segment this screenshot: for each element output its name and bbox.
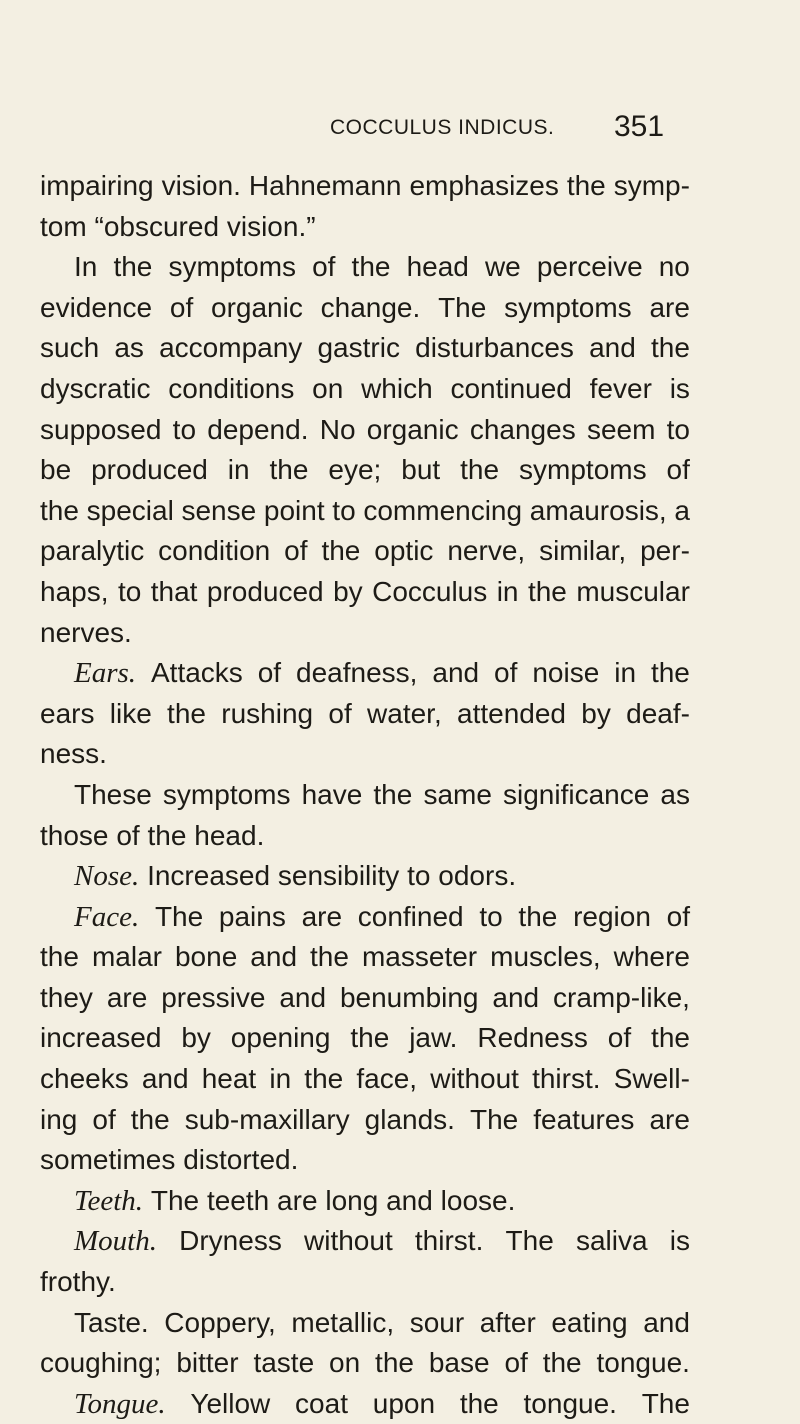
word: nerve,	[447, 535, 526, 567]
word: of	[116, 819, 140, 851]
word: the	[518, 900, 558, 932]
body-text	[40, 166, 690, 1424]
word: symptoms	[168, 251, 297, 283]
text-line	[40, 694, 690, 735]
word: paralytic	[40, 535, 145, 567]
word: heat	[201, 1063, 257, 1095]
word: without	[430, 1063, 519, 1095]
word: the	[542, 1347, 582, 1379]
word: tom	[40, 210, 87, 242]
word: produced	[206, 575, 324, 607]
word: coat	[295, 1387, 348, 1419]
word: symptoms	[162, 778, 291, 810]
word: nerves.	[40, 616, 132, 648]
word: condition	[158, 535, 271, 567]
word: accompany	[159, 332, 303, 364]
word: thirst.	[414, 1225, 484, 1257]
text-line	[40, 1221, 690, 1262]
text-line	[40, 450, 690, 491]
text-line	[40, 897, 690, 938]
italic-heading: Nose.	[74, 860, 140, 893]
word: Dryness	[179, 1225, 282, 1257]
page-number: 351	[614, 110, 665, 143]
word: the	[321, 535, 361, 567]
word: amaurosis,	[529, 494, 667, 526]
word: sub-maxillary	[184, 1103, 350, 1135]
word: Swell-	[613, 1063, 690, 1095]
word: thirst.	[532, 1063, 601, 1095]
word: and	[589, 332, 636, 364]
word: of	[607, 1022, 632, 1054]
word: fever	[589, 372, 652, 404]
word: significance	[503, 778, 650, 810]
word: the	[566, 170, 606, 201]
text-line	[40, 166, 690, 207]
word: the	[269, 454, 309, 486]
word: to	[332, 494, 356, 526]
word: ears	[40, 697, 95, 729]
word: we	[484, 251, 521, 283]
text-line	[40, 978, 690, 1019]
word: symp-	[613, 170, 690, 201]
word: produced	[91, 454, 208, 486]
word: changes	[469, 413, 576, 445]
word: of	[92, 1103, 116, 1135]
word: by	[333, 575, 363, 607]
word: are	[277, 1184, 318, 1216]
word: Yellow	[190, 1387, 271, 1419]
word: tongue.	[523, 1387, 617, 1419]
word: and	[643, 1306, 690, 1338]
text-line	[40, 1140, 690, 1181]
word: Redness	[477, 1022, 588, 1054]
text-line	[40, 1343, 690, 1384]
text-line	[40, 1384, 690, 1424]
word: ing	[40, 1103, 78, 1135]
word: the	[351, 251, 391, 283]
word: impairing	[40, 170, 154, 201]
word: in	[269, 1063, 292, 1095]
word: in	[227, 454, 250, 486]
word: attended	[457, 697, 567, 729]
word: are	[301, 900, 343, 932]
word: the	[304, 1063, 344, 1095]
word: in	[496, 575, 519, 607]
word: be	[40, 454, 72, 486]
word: muscular	[576, 575, 690, 607]
word: the	[459, 1387, 499, 1419]
word: to	[666, 413, 690, 445]
italic-heading: Face.	[74, 900, 140, 933]
word: such	[40, 332, 100, 364]
word: evidence	[40, 291, 153, 323]
word: pains	[218, 900, 286, 932]
word: sensibility	[277, 860, 400, 892]
word: organic	[366, 413, 459, 445]
word: without	[304, 1225, 393, 1257]
word: a	[674, 494, 690, 526]
word: sour	[409, 1306, 465, 1338]
word: to	[172, 413, 197, 445]
word: supposed	[40, 413, 162, 445]
word: The	[150, 1184, 200, 1216]
word: that	[150, 575, 198, 607]
word: after	[479, 1306, 536, 1338]
word: jaw.	[409, 1022, 458, 1054]
text-line	[40, 1303, 690, 1344]
word: as	[660, 778, 690, 810]
running-title: COCCULUS INDICUS.	[330, 116, 555, 139]
word: of	[504, 1347, 528, 1379]
text-line	[40, 288, 690, 329]
word: those	[40, 819, 109, 851]
word: sense	[181, 494, 257, 526]
word: bitter	[176, 1347, 239, 1379]
word: and	[279, 981, 327, 1013]
text-line	[40, 369, 690, 410]
word: The	[469, 1103, 519, 1135]
word: head.	[194, 819, 265, 851]
word: of	[169, 291, 194, 323]
word: the	[650, 657, 690, 689]
word: similar,	[539, 535, 627, 567]
word: muscles,	[490, 941, 601, 973]
word: dyscratic	[40, 372, 151, 404]
word: of	[257, 657, 282, 689]
word: and	[386, 1184, 433, 1216]
word: In	[74, 251, 98, 283]
word: disturbances	[415, 332, 574, 364]
word: of	[494, 657, 518, 689]
word: long	[325, 1184, 379, 1216]
word: the	[350, 1022, 390, 1054]
word: commencing	[363, 494, 523, 526]
word: These	[74, 778, 152, 810]
word: the	[40, 941, 79, 973]
word: tongue.	[596, 1347, 690, 1379]
word: the	[375, 1347, 414, 1379]
word: per-	[640, 535, 690, 567]
word: loose.	[440, 1184, 516, 1216]
word: the	[310, 941, 349, 973]
word: in	[614, 657, 637, 689]
word: noise	[532, 657, 600, 689]
word: cheeks	[40, 1063, 129, 1095]
text-line	[40, 328, 690, 369]
word: are	[649, 291, 690, 323]
word: base	[428, 1347, 490, 1379]
word: upon	[372, 1387, 436, 1419]
word: bone	[174, 941, 238, 973]
word: confined	[357, 900, 464, 932]
text-line	[40, 410, 690, 451]
word: the	[460, 454, 500, 486]
word: they	[40, 981, 93, 1013]
italic-heading: Mouth.	[74, 1225, 157, 1258]
word: and	[492, 981, 540, 1013]
italic-heading: Tongue.	[74, 1387, 166, 1420]
word: have	[301, 778, 363, 810]
word: deafness,	[296, 657, 418, 689]
word: and	[141, 1063, 189, 1095]
word: by	[181, 1022, 211, 1054]
text-line	[40, 856, 690, 897]
word: like	[109, 697, 152, 729]
word: of	[312, 251, 336, 283]
word: Hahnemann	[248, 170, 402, 201]
word: Increased	[147, 860, 271, 892]
word: water,	[367, 697, 442, 729]
word: to	[479, 900, 503, 932]
word: the	[167, 697, 206, 729]
word: sometimes	[40, 1144, 176, 1176]
word: malar	[91, 941, 162, 973]
text-line	[40, 247, 690, 288]
word: Cocculus	[372, 575, 488, 607]
word: is	[669, 372, 690, 404]
word: No	[319, 413, 356, 445]
word: cramp-like,	[553, 981, 690, 1013]
word: vision.”	[226, 210, 316, 242]
text-line	[40, 531, 690, 572]
word: the	[40, 494, 79, 526]
text-line	[40, 816, 690, 857]
word: depend.	[207, 413, 309, 445]
word: face,	[356, 1063, 418, 1095]
word: region	[573, 900, 651, 932]
word: Taste.	[74, 1306, 149, 1338]
word: The	[438, 291, 487, 323]
word: the	[130, 1103, 170, 1135]
word: same	[423, 778, 492, 810]
italic-heading: Ears.	[74, 657, 137, 690]
text-line	[40, 1059, 690, 1100]
word: haps,	[40, 575, 109, 607]
word: on	[329, 1347, 361, 1379]
word: the	[651, 332, 690, 364]
word: the	[147, 819, 187, 851]
word: head	[406, 251, 469, 283]
text-line	[40, 207, 690, 248]
text-line	[40, 734, 690, 775]
word: The	[154, 900, 204, 932]
text-line	[40, 491, 690, 532]
text-line	[40, 1100, 690, 1141]
word: teeth	[206, 1184, 270, 1216]
word: of	[666, 900, 690, 932]
word: of	[328, 697, 352, 729]
word: saliva	[575, 1225, 648, 1257]
word: to	[407, 860, 431, 892]
word: symptoms	[504, 291, 632, 323]
text-line	[40, 937, 690, 978]
word: seem	[586, 413, 656, 445]
text-line	[40, 1181, 690, 1222]
word: pressive	[161, 981, 266, 1013]
word: but	[401, 454, 441, 486]
word: organic	[211, 291, 303, 323]
word: frothy.	[40, 1266, 116, 1298]
word: metallic,	[291, 1306, 395, 1338]
text-line	[40, 1018, 690, 1059]
word: the	[651, 1022, 690, 1054]
word: glands.	[364, 1103, 455, 1135]
word: increased	[40, 1022, 162, 1054]
word: opening	[230, 1022, 331, 1054]
text-line	[40, 572, 690, 613]
word: the	[373, 778, 413, 810]
word: ness.	[40, 738, 107, 770]
word: emphasizes	[409, 170, 559, 201]
text-line	[40, 653, 690, 694]
word: rushing	[221, 697, 314, 729]
text-line	[40, 613, 690, 654]
word: by	[581, 697, 611, 729]
word: is	[669, 1225, 690, 1257]
word: as	[114, 332, 144, 364]
word: no	[658, 251, 690, 283]
word: eye;	[328, 454, 382, 486]
word: and	[432, 657, 480, 689]
word: symptoms	[519, 454, 647, 486]
word: coughing;	[40, 1347, 162, 1379]
word: where	[613, 941, 690, 973]
word: on	[312, 372, 344, 404]
word: perceive	[536, 251, 643, 283]
text-line	[40, 775, 690, 816]
word: distorted.	[183, 1144, 299, 1176]
word: vision.	[161, 170, 241, 201]
word: masseter	[361, 941, 478, 973]
italic-heading: Teeth.	[74, 1184, 144, 1217]
word: point	[263, 494, 325, 526]
word: The	[641, 1387, 690, 1419]
word: to	[117, 575, 142, 607]
running-head	[0, 112, 800, 152]
word: which	[361, 372, 433, 404]
word: the	[113, 251, 153, 283]
word: benumbing	[339, 981, 479, 1013]
word: Attacks	[150, 657, 243, 689]
word: odors.	[438, 860, 517, 892]
word: taste	[253, 1347, 315, 1379]
word: are	[649, 1103, 690, 1135]
word: of	[284, 535, 308, 567]
word: The	[505, 1225, 554, 1257]
word: Coppery,	[164, 1306, 276, 1338]
text-line	[40, 1262, 690, 1303]
word: are	[106, 981, 148, 1013]
word: of	[666, 454, 690, 486]
word: special	[86, 494, 174, 526]
word: eating	[551, 1306, 628, 1338]
word: deaf-	[626, 697, 690, 729]
word: change.	[320, 291, 421, 323]
word: and	[250, 941, 298, 973]
word: gastric	[317, 332, 400, 364]
word: conditions	[168, 372, 295, 404]
word: features	[533, 1103, 635, 1135]
word: continued	[450, 372, 572, 404]
word: the	[527, 575, 567, 607]
word: “obscured	[94, 210, 220, 242]
word: optic	[374, 535, 434, 567]
